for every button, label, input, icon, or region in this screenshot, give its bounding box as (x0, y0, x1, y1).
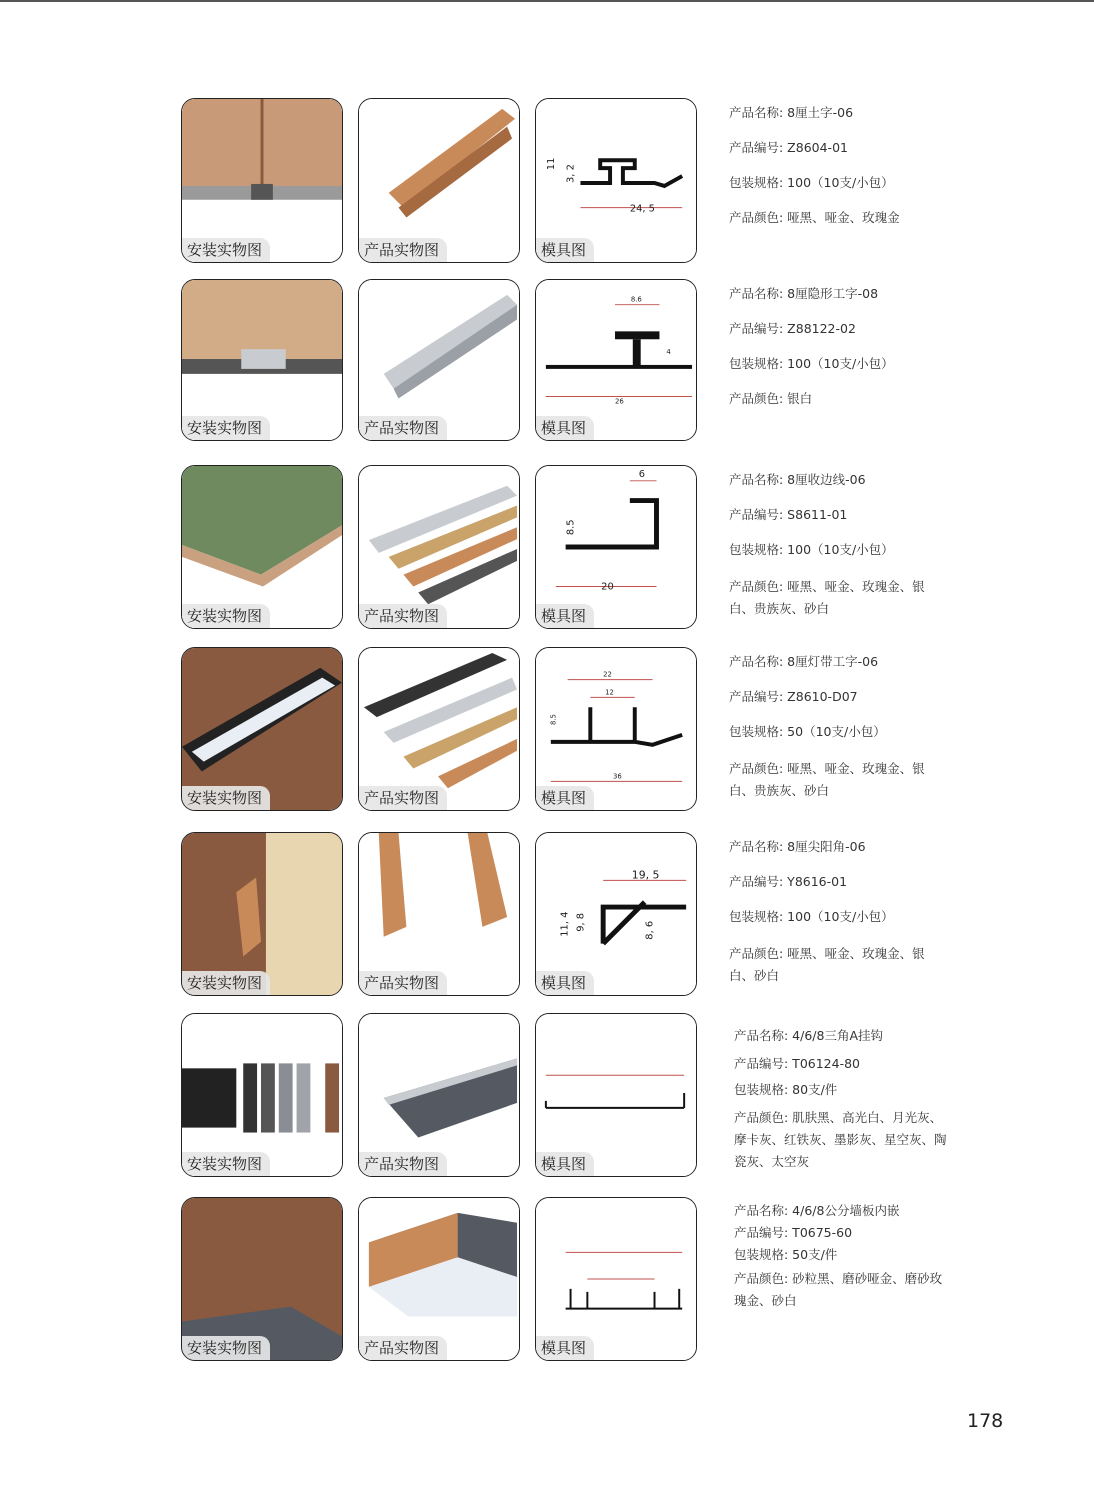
product-colors: 产品颜色: 哑黑、哑金、玫瑰金 (729, 210, 900, 225)
mold-dim-a: 6 (638, 468, 645, 480)
mold-dim-b: 3, 2 (565, 164, 577, 183)
mold-dim-a: 22 (603, 670, 612, 679)
page-number: 178 (967, 1410, 1004, 1432)
mold-dim-d: 36 (613, 772, 622, 781)
product-info-2 (729, 285, 947, 425)
caption-install: 安装实物图 (182, 238, 270, 262)
caption-install: 安装实物图 (182, 971, 270, 995)
product-row-2 (181, 279, 946, 441)
product-code: 产品编号: Z8610-D07 (729, 689, 858, 704)
mold-drawing-3 (535, 465, 697, 629)
caption-product: 产品实物图 (359, 971, 447, 995)
caption-product: 产品实物图 (359, 1336, 447, 1360)
caption-product: 产品实物图 (359, 786, 447, 810)
product-photo-1 (358, 98, 520, 263)
product-colors: 产品颜色: 砂粒黑、磨砂哑金、磨砂玫瑰金、砂白 (734, 1271, 943, 1308)
product-pack: 包装规格: 50支/件 (734, 1247, 838, 1262)
caption-mold: 模具图 (536, 238, 594, 262)
mold-dim-d: 8, 6 (644, 920, 656, 940)
product-name: 产品名称: 8厘隐形工字-08 (729, 286, 879, 301)
product-name: 产品名称: 8厘尖阳角-06 (729, 839, 866, 854)
caption-product: 产品实物图 (359, 238, 447, 262)
product-name: 产品名称: 8厘收边线-06 (729, 472, 866, 487)
product-colors: 产品颜色: 哑黑、哑金、玫瑰金、银白、砂白 (729, 946, 925, 983)
caption-install: 安装实物图 (182, 1336, 270, 1360)
mold-dim-b: 11, 4 (559, 911, 571, 937)
product-row-1 (181, 98, 946, 263)
install-photo-6 (181, 1013, 343, 1177)
mold-dim-c: 20 (601, 581, 614, 593)
caption-mold: 模具图 (536, 971, 594, 995)
product-pack: 包装规格: 100（10支/小包） (729, 542, 894, 557)
product-code: 产品编号: S8611-01 (729, 507, 848, 522)
product-code: 产品编号: Z8604-01 (729, 140, 848, 155)
caption-install: 安装实物图 (182, 786, 270, 810)
install-photo-2 (181, 279, 343, 441)
install-photo-4 (181, 647, 343, 811)
product-info-5 (729, 838, 947, 1005)
caption-install: 安装实物图 (182, 1152, 270, 1176)
mold-dim-c: 26 (615, 397, 624, 406)
install-photo-5 (181, 832, 343, 996)
product-info-3 (729, 471, 947, 638)
install-photo-3 (181, 465, 343, 629)
product-photo-7 (358, 1197, 520, 1361)
product-code: 产品编号: T06124-80 (734, 1056, 861, 1071)
caption-install: 安装实物图 (182, 416, 270, 440)
mold-dim-c: 24, 5 (629, 203, 655, 215)
product-photo-2 (358, 279, 520, 441)
caption-product: 产品实物图 (359, 1152, 447, 1176)
product-photo-6 (358, 1013, 520, 1177)
product-row-3 (181, 465, 946, 629)
product-name: 产品名称: 8厘灯带工字-06 (729, 654, 879, 669)
product-info-1 (729, 104, 947, 244)
caption-product: 产品实物图 (359, 604, 447, 628)
caption-mold: 模具图 (536, 416, 594, 440)
caption-product: 产品实物图 (359, 416, 447, 440)
caption-mold: 模具图 (536, 786, 594, 810)
product-colors: 产品颜色: 银白 (729, 391, 813, 406)
mold-drawing-6 (535, 1013, 697, 1177)
product-row-5 (181, 832, 946, 996)
mold-drawing-1 (535, 98, 697, 263)
mold-dim-a: 19, 5 (631, 868, 660, 882)
product-pack: 包装规格: 100（10支/小包） (729, 356, 894, 371)
product-code: 产品编号: Z88122-02 (729, 321, 856, 336)
install-photo-7 (181, 1197, 343, 1361)
mold-dim-b: 4 (666, 348, 671, 357)
product-pack: 包装规格: 50（10支/小包） (729, 724, 886, 739)
product-code: 产品编号: Y8616-01 (729, 874, 848, 889)
mold-dim-b: 8.5 (565, 519, 577, 536)
mold-dim-c: 9, 8 (575, 912, 587, 932)
product-pack: 包装规格: 100（10支/小包） (729, 175, 894, 190)
mold-dim-a: 8.6 (630, 295, 642, 304)
caption-install: 安装实物图 (182, 604, 270, 628)
product-photo-5 (358, 832, 520, 996)
mold-drawing-5 (535, 832, 697, 996)
top-rule (0, 0, 1094, 2)
product-colors: 产品颜色: 肌肤黑、高光白、月光灰、摩卡灰、红铁灰、墨影灰、星空灰、陶瓷灰、太空灰 (734, 1110, 947, 1169)
caption-mold: 模具图 (536, 604, 594, 628)
mold-dim-b: 12 (605, 688, 614, 697)
mold-drawing-7 (535, 1197, 697, 1361)
product-name: 产品名称: 8厘土字-06 (729, 105, 854, 120)
product-photo-4 (358, 647, 520, 811)
product-info-6 (734, 1027, 952, 1178)
mold-dim-a: 11 (545, 157, 557, 171)
mold-drawing-4 (535, 647, 697, 811)
product-name: 产品名称: 4/6/8三角A挂钩 (734, 1028, 884, 1043)
mold-drawing-2 (535, 279, 697, 441)
product-pack: 包装规格: 100（10支/小包） (729, 909, 894, 924)
product-colors: 产品颜色: 哑黑、哑金、玫瑰金、银白、贵族灰、砂白 (729, 579, 925, 616)
caption-mold: 模具图 (536, 1152, 594, 1176)
product-photo-3 (358, 465, 520, 629)
product-code: 产品编号: T0675-60 (734, 1225, 853, 1240)
product-pack: 包装规格: 80支/件 (734, 1082, 838, 1097)
product-info-7 (734, 1202, 952, 1317)
product-name: 产品名称: 4/6/8公分墙板内嵌 (734, 1203, 900, 1218)
product-colors: 产品颜色: 哑黑、哑金、玫瑰金、银白、贵族灰、砂白 (729, 761, 925, 798)
caption-mold: 模具图 (536, 1336, 594, 1360)
product-row-7 (181, 1197, 946, 1361)
product-row-4 (181, 647, 946, 811)
mold-dim-c: 8.5 (549, 714, 558, 726)
product-info-4 (729, 653, 947, 820)
product-row-6 (181, 1013, 946, 1177)
install-photo-1 (181, 98, 343, 263)
